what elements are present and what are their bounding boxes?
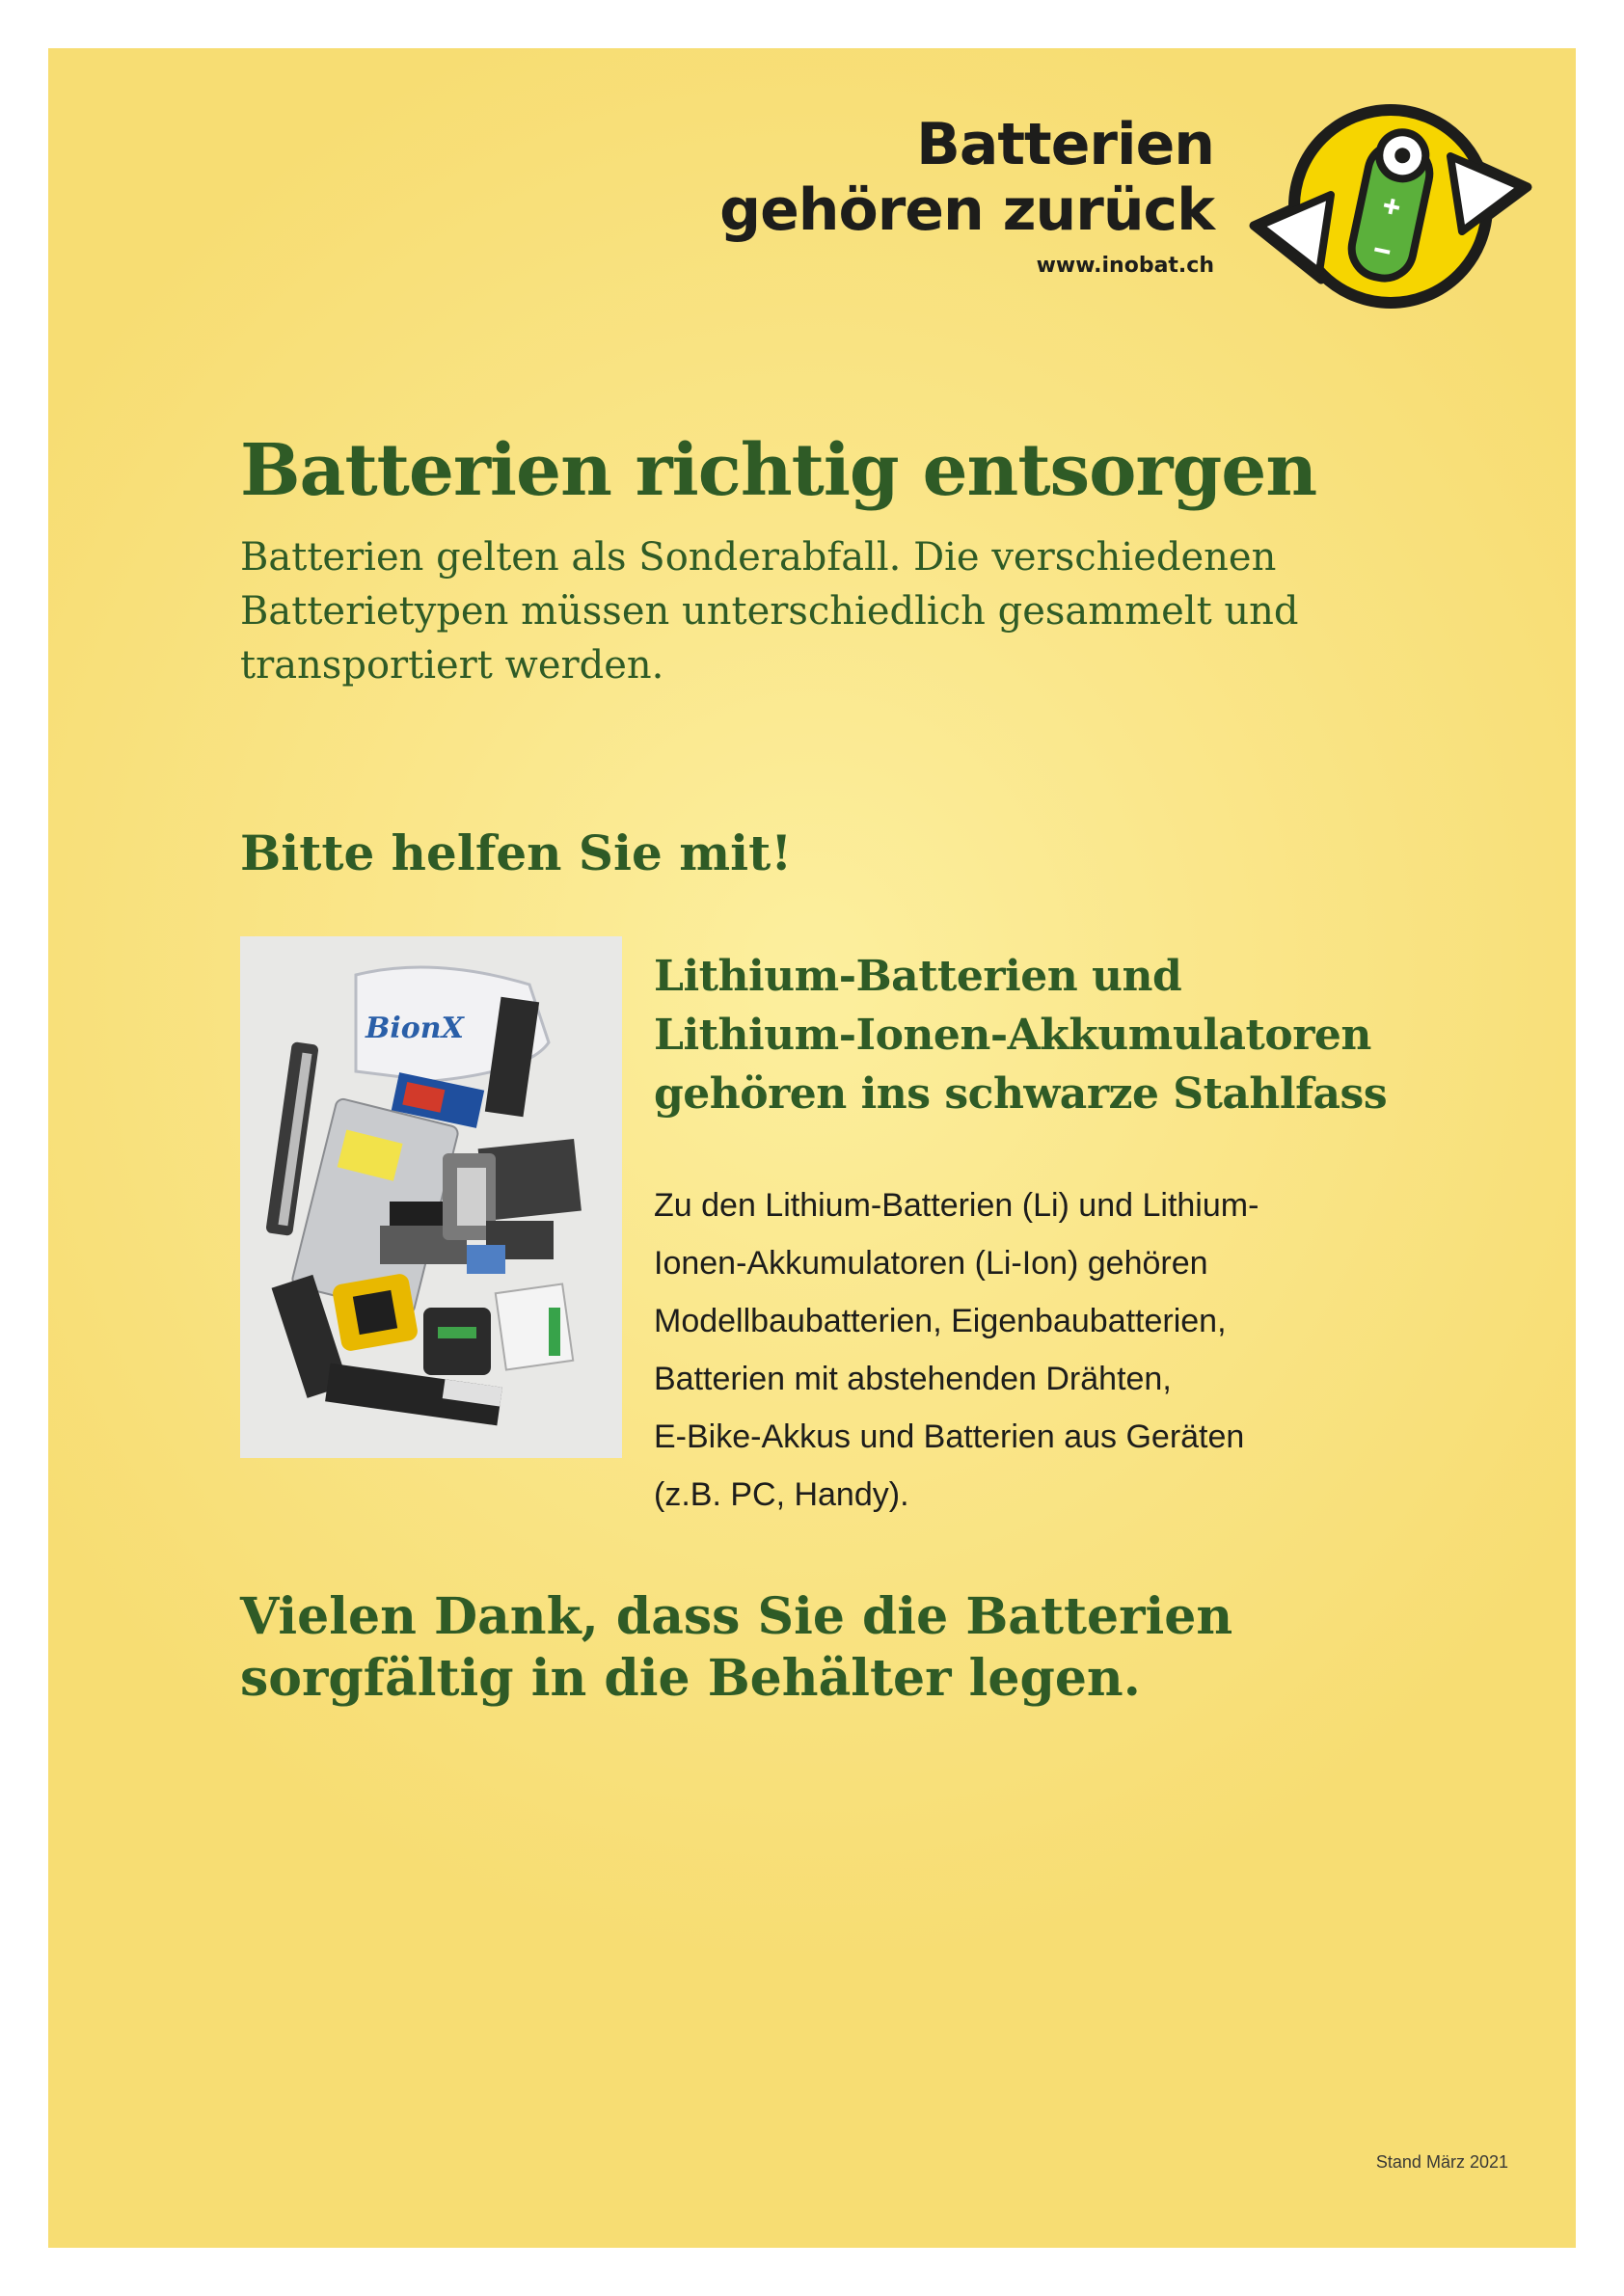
lithium-batteries-photo [240, 936, 622, 1458]
brand-wordmark [719, 112, 1214, 284]
lithium-heading-line: Lithium-Ionen-Akkumulatoren [654, 1011, 1371, 1060]
description-line: Modellbaubatterien, Eigenbaubatterien, [654, 1303, 1227, 1339]
description-line: Zu den Lithium-Batterien (Li) und Lithium- [654, 1187, 1259, 1224]
description-line: Batterien mit abstehenden Drähten, [654, 1361, 1172, 1397]
poster-background [48, 48, 1576, 2248]
battery-recycling-logo-icon [1246, 91, 1535, 322]
photo-brand-label: BionX [365, 1012, 464, 1045]
description-line: E-Bike-Akkus und Batterien aus Geräten [654, 1418, 1245, 1455]
lithium-heading [654, 947, 1474, 1123]
thanks-line: sorgfältig in die Behälter legen. [240, 1649, 1141, 1708]
brand-line-1: Batterien [916, 111, 1214, 178]
description-line: Ionen-Akkumulatoren (Li-Ion) gehören [654, 1245, 1208, 1282]
brand-line-2: gehören zurück [719, 176, 1214, 244]
help-heading: Bitte helfen Sie mit! [240, 824, 793, 881]
brand-url-link[interactable]: www.inobat.ch [1036, 254, 1214, 278]
lithium-heading-line: gehören ins schwarze Stahlfass [654, 1069, 1388, 1119]
version-date: Stand März 2021 [1375, 2152, 1508, 2172]
lithium-description [654, 1176, 1425, 1524]
lithium-heading-line: Lithium-Batterien und [654, 952, 1182, 1001]
description-line: (z.B. PC, Handy). [654, 1476, 909, 1513]
lead-paragraph: Batterien gelten als Sonderabfall. Die verschiedenen Batterietypen müssen unterschiedlich gesammelt und transportiert werden. [240, 535, 1299, 688]
page-title: Batterien richtig entsorgen [240, 429, 1317, 512]
thank-you-message [240, 1586, 1397, 1710]
thanks-line: Vielen Dank, dass Sie die Batterien [240, 1587, 1233, 1646]
